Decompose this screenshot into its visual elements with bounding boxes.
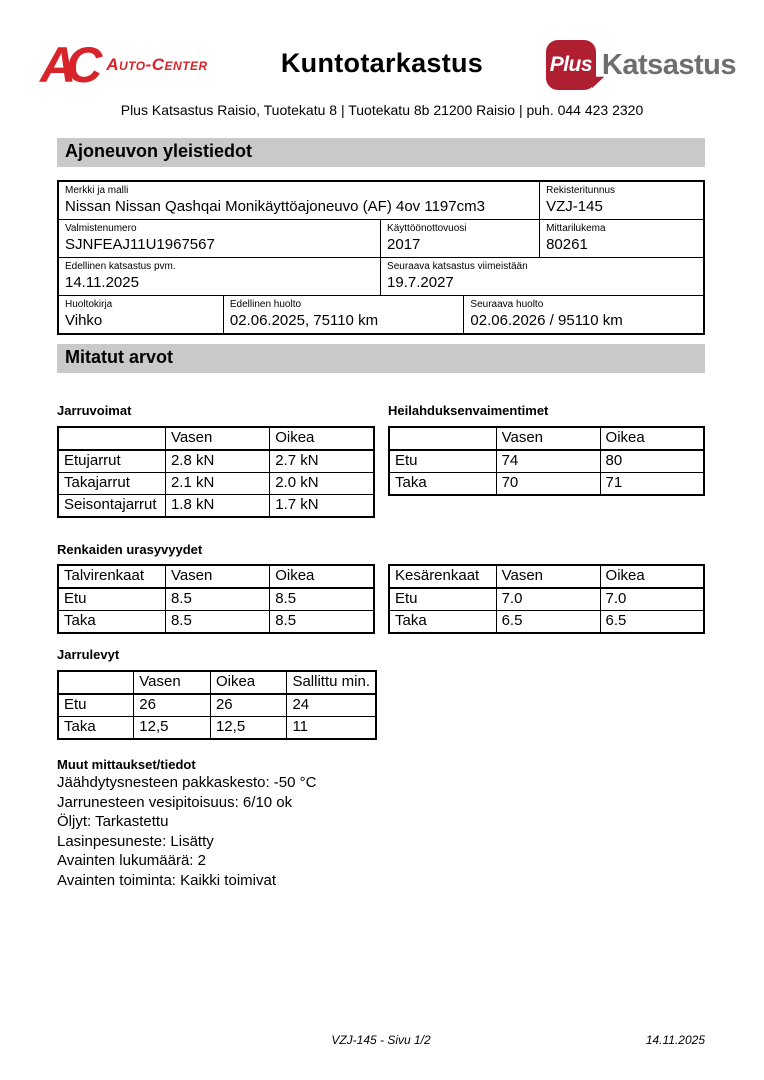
table-cell: 80 — [600, 450, 704, 473]
table-header-cell: Vasen — [165, 565, 269, 588]
table-cell: 12,5 — [134, 717, 211, 740]
table-cell: Etu — [389, 450, 496, 473]
plus-katsastus-logo — [546, 40, 736, 90]
table-header-cell: Oikea — [600, 427, 704, 450]
table-header-cell: Vasen — [134, 671, 211, 694]
table-header-cell: Sallittu min. — [287, 671, 376, 694]
section-title-measured-values: Mitatut arvot — [57, 344, 705, 373]
table-row — [389, 473, 704, 496]
shock-absorbers-block — [388, 403, 705, 518]
other-measurements-title: Muut mittaukset/tiedot — [57, 757, 196, 772]
table-row — [58, 611, 374, 634]
cell-previous-service — [223, 296, 464, 333]
cell-odometer — [539, 220, 703, 257]
brake-discs-block — [57, 670, 377, 740]
table-header-cell: Oikea — [210, 671, 286, 694]
table-cell: Etu — [389, 588, 496, 611]
cell-label: Käyttöönottovuosi — [387, 223, 467, 234]
cell-value: 02.06.2025, 75110 km — [229, 312, 379, 329]
cell-label: Edellinen katsastus pvm. — [65, 261, 176, 272]
table-cell: 26 — [134, 694, 211, 717]
plus-badge-text: Plus — [549, 53, 593, 76]
cell-previous-inspection — [59, 258, 380, 295]
brake-forces-block — [57, 403, 375, 518]
table-cell: 8.5 — [270, 611, 374, 634]
table-cell: 7.0 — [600, 588, 704, 611]
brake-discs-table — [57, 670, 377, 740]
table-cell: 1.8 kN — [165, 495, 269, 518]
table-row — [59, 219, 703, 257]
cell-label: Edellinen huolto — [229, 299, 302, 310]
table-cell: 6.5 — [600, 611, 704, 634]
cell-value: VZJ-145 — [546, 198, 603, 215]
cell-label: Huoltokirja — [65, 299, 113, 310]
brake-forces-table — [57, 426, 375, 518]
table-cell: 2.1 kN — [165, 473, 269, 495]
measurement-line-brake-fluid: Jarrunesteen vesipitoisuus: 6/10 ok — [57, 793, 293, 811]
cell-value: Vihko — [65, 312, 103, 329]
katsastus-logo-text: Katsastus — [601, 48, 736, 81]
page-footer — [57, 1033, 705, 1049]
cell-value: SJNFEAJ11U1967567 — [65, 236, 215, 253]
table-header-cell: Oikea — [270, 565, 374, 588]
measurement-line-coolant: Jäähdytysnesteen pakkaskesto: -50 °C — [57, 774, 317, 791]
cell-label: Rekisteritunnus — [546, 185, 616, 196]
table-header-row — [389, 565, 704, 588]
report-body — [0, 138, 764, 890]
winter-tires-block — [57, 557, 375, 634]
table-cell: 8.5 — [165, 588, 269, 611]
brakes-and-shocks-row — [57, 403, 705, 518]
section-title-vehicle-info: Ajoneuvon yleistiedot — [57, 138, 705, 167]
cell-value: 19.7.2027 — [387, 274, 454, 291]
table-cell: 26 — [210, 694, 286, 717]
shock-absorbers-table — [388, 426, 705, 496]
cell-value: 02.06.2026 / 95110 km — [470, 312, 623, 329]
table-row — [58, 717, 376, 740]
table-row — [389, 588, 704, 611]
table-cell: 6.5 — [496, 611, 600, 634]
cell-next-inspection — [380, 258, 703, 295]
table-cell: 8.5 — [165, 611, 269, 634]
summer-tires-table — [388, 564, 705, 634]
cell-label: Merkki ja malli — [65, 185, 129, 196]
auto-center-logo-mark: AC — [40, 37, 93, 93]
table-cell: Etujarrut — [58, 450, 165, 473]
brake-discs-title: Jarrulevyt — [57, 647, 120, 662]
table-cell: 8.5 — [270, 588, 374, 611]
report-header — [0, 0, 764, 94]
table-cell: 7.0 — [496, 588, 600, 611]
table-cell: 12,5 — [210, 717, 286, 740]
table-row — [58, 588, 374, 611]
table-header-cell: Vasen — [496, 427, 600, 450]
table-cell: 11 — [287, 717, 376, 740]
cell-value: 2017 — [387, 236, 421, 253]
table-header-cell: Kesärenkaat — [389, 565, 496, 588]
table-cell: 2.7 kN — [270, 450, 374, 473]
table-header-cell — [389, 427, 496, 450]
cell-registration — [539, 182, 703, 219]
table-row — [58, 495, 374, 518]
table-header-cell: Oikea — [270, 427, 374, 450]
table-cell: 24 — [287, 694, 376, 717]
measurement-line-key-count: Avainten lukumäärä: 2 — [57, 852, 206, 869]
table-cell: Taka — [58, 611, 165, 634]
shock-absorbers-title: Heilahduksenvaimentimet — [388, 403, 549, 418]
table-cell: Etu — [58, 588, 165, 611]
table-header-cell: Talvirenkaat — [58, 565, 165, 588]
cell-value: 80261 — [546, 236, 588, 253]
cell-label: Mittarilukema — [546, 223, 606, 234]
table-header-cell — [58, 671, 134, 694]
cell-service-book — [59, 296, 223, 333]
cell-make-model — [59, 182, 539, 219]
table-row — [59, 295, 703, 333]
table-cell: 74 — [496, 450, 600, 473]
table-row — [59, 257, 703, 295]
table-cell: Takajarrut — [58, 473, 165, 495]
table-header-row — [389, 427, 704, 450]
tire-tables-row — [57, 557, 705, 634]
table-cell: Taka — [389, 473, 496, 496]
station-contact-line: Plus Katsastus Raisio, Tuotekatu 8 | Tuotekatu 8b 21200 Raisio | puh. 044 423 2320 — [120, 102, 644, 118]
table-cell: Etu — [58, 694, 134, 717]
summer-tires-block — [388, 557, 705, 634]
table-header-cell: Vasen — [496, 565, 600, 588]
table-header-cell — [58, 427, 165, 450]
table-cell: 1.7 kN — [270, 495, 374, 518]
other-measurements-list — [57, 773, 705, 890]
table-cell: Taka — [58, 717, 134, 740]
table-row — [389, 611, 704, 634]
table-cell: 70 — [496, 473, 600, 496]
cell-value: Nissan Nissan Qashqai Monikäyttöajoneuvo (AF) 4ov 1197cm3 — [65, 198, 485, 215]
table-header-row — [58, 427, 374, 450]
vehicle-info-table — [57, 180, 705, 335]
footer-date: 14.11.2025 — [645, 1033, 705, 1047]
table-header-cell: Oikea — [600, 565, 704, 588]
cell-label: Seuraava huolto — [470, 299, 544, 310]
table-row — [58, 473, 374, 495]
table-cell: 71 — [600, 473, 704, 496]
table-row — [58, 694, 376, 717]
cell-vin — [59, 220, 380, 257]
cell-value: 14.11.2025 — [65, 274, 139, 291]
tire-treads-title: Renkaiden urasyvyydet — [57, 542, 203, 557]
table-cell: Seisontajarrut — [58, 495, 165, 518]
cell-label: Seuraava katsastus viimeistään — [387, 261, 528, 272]
table-header-row — [58, 565, 374, 588]
page-title: Kuntotarkastus — [280, 48, 484, 78]
auto-center-logo-text: Auto-Center — [106, 55, 208, 74]
footer-page-number: VZJ-145 - Sivu 1/2 — [331, 1033, 431, 1047]
cell-first-use-year — [380, 220, 539, 257]
cell-next-service — [463, 296, 703, 333]
measurement-line-oils: Öljyt: Tarkastettu — [57, 813, 169, 830]
measurement-line-washer-fluid: Lasinpesuneste: Lisätty — [57, 832, 214, 850]
cell-label: Valmistenumero — [65, 223, 137, 234]
table-row — [58, 450, 374, 473]
table-cell: Taka — [389, 611, 496, 634]
table-cell: 2.0 kN — [270, 473, 374, 495]
brake-forces-title: Jarruvoimat — [57, 403, 132, 418]
table-cell: 2.8 kN — [165, 450, 269, 473]
table-header-cell: Vasen — [165, 427, 269, 450]
auto-center-logo — [40, 37, 208, 93]
table-header-row — [58, 671, 376, 694]
table-row — [389, 450, 704, 473]
plus-badge-icon — [546, 40, 596, 90]
table-row — [59, 182, 703, 219]
measurement-line-key-function: Avainten toiminta: Kaikki toimivat — [57, 871, 276, 889]
winter-tires-table — [57, 564, 375, 634]
